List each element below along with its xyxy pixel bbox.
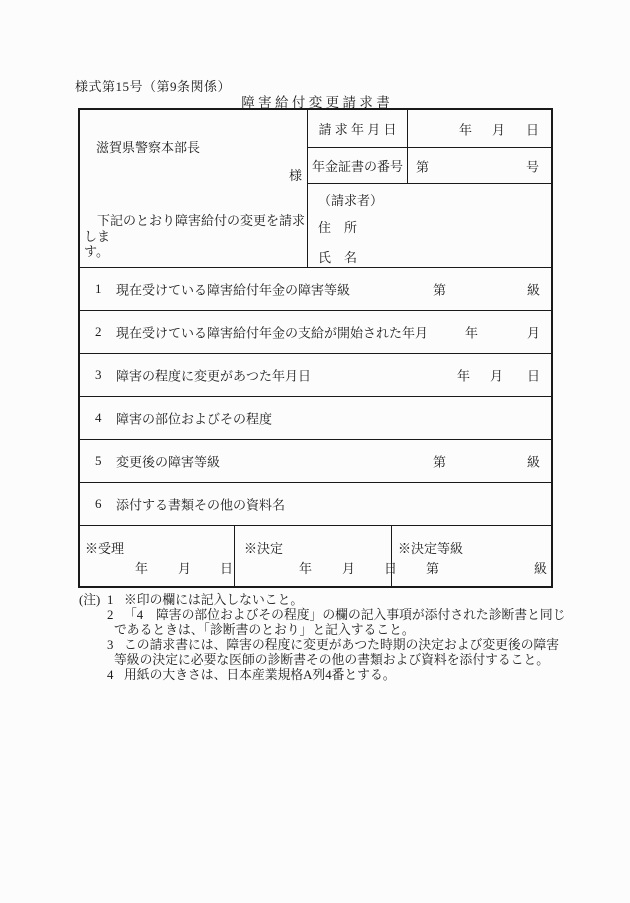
request-statement-line1: 下記のとおり障害給付の変更を請求しま xyxy=(84,213,306,244)
year-label: 年 xyxy=(299,561,313,576)
grade-suffix-label: 級 xyxy=(534,561,548,576)
item-number: 3 xyxy=(95,367,102,382)
item-number: 5 xyxy=(95,453,102,468)
certificate-number-prefix: 第 xyxy=(416,159,430,174)
note-number: 2 xyxy=(107,608,114,622)
pension-certificate-label: 年金証書の番号 xyxy=(308,148,408,183)
claimant-heading: （請求者） xyxy=(318,193,384,208)
note-text: 「4 障害の部位およびその程度」の欄の記入事項が添付された診断書と同じ xyxy=(124,608,566,622)
note-text: 用紙の大きさは、日本産業規格A列4番とする。 xyxy=(124,668,396,682)
note-text-continuation: 等級の決定に必要な医師の診断書その他の書類および資料を添付すること。 xyxy=(114,653,550,667)
day-label: 日 xyxy=(220,561,234,576)
item-label: 添付する書類その他の資料名 xyxy=(116,497,286,513)
month-label: 月 xyxy=(342,561,356,576)
day-label: 日 xyxy=(384,561,398,576)
form-number: 様式第15号（第9条関係） xyxy=(75,79,232,94)
grade-prefix-label: 第 xyxy=(433,454,447,470)
item-label: 変更後の障害等級 xyxy=(116,454,221,470)
item-number: 6 xyxy=(95,496,102,511)
note-line xyxy=(0,653,630,668)
day-label: 日 xyxy=(527,368,541,384)
item-row-6 xyxy=(80,483,551,526)
year-label: 年 xyxy=(465,325,479,341)
addressee-name: 滋賀県警察本部長 xyxy=(96,140,201,155)
decision-label: ※決定 xyxy=(244,541,284,556)
request-date-label: 請 求 年 月 日 xyxy=(308,110,408,147)
year-label: 年 xyxy=(135,561,149,576)
item-row-3 xyxy=(80,354,551,397)
grade-prefix-label: 第 xyxy=(426,561,440,576)
note-number: 1 xyxy=(107,593,114,607)
notes-marker: (注) xyxy=(79,593,101,607)
claimant-section xyxy=(308,184,551,267)
item-row-2 xyxy=(80,311,551,354)
header-right-column xyxy=(308,110,551,267)
month-label: 月 xyxy=(527,325,541,341)
year-label: 年 xyxy=(459,122,473,137)
address-label: 住 所 xyxy=(318,220,358,235)
note-line xyxy=(0,668,630,683)
item-label: 現在受けている障害給付年金の支給が開始された年月 xyxy=(116,325,429,341)
request-date-row xyxy=(308,110,551,148)
year-label: 年 xyxy=(457,368,471,384)
request-date-value xyxy=(408,110,551,147)
note-text-continuation: であるときは、「診断書のとおり」と記入すること。 xyxy=(114,623,415,637)
grade-prefix-label: 第 xyxy=(433,282,447,298)
acceptance-label: ※受理 xyxy=(85,541,125,556)
decision-cell xyxy=(235,526,398,586)
request-statement xyxy=(84,213,306,260)
item-number: 1 xyxy=(95,281,102,296)
grade-suffix-label: 級 xyxy=(527,454,541,470)
note-line xyxy=(0,638,630,653)
pension-certificate-row xyxy=(308,148,551,184)
official-use-section xyxy=(80,526,551,586)
item-number: 4 xyxy=(95,410,102,425)
item-label: 現在受けている障害給付年金の障害等級 xyxy=(116,282,351,298)
addressee-cell xyxy=(80,110,308,267)
request-statement-line2: す。 xyxy=(84,244,109,259)
note-number: 3 xyxy=(107,638,114,652)
item-number: 2 xyxy=(95,324,102,339)
header-section xyxy=(80,110,551,268)
note-line xyxy=(0,593,630,608)
month-label: 月 xyxy=(178,561,192,576)
certificate-number-suffix: 号 xyxy=(526,159,540,174)
acceptance-cell xyxy=(80,526,235,586)
note-text: ※印の欄には記入しないこと。 xyxy=(124,593,304,607)
honorific-sama: 様 xyxy=(288,168,302,183)
form-title: 障 害 給 付 変 更 請 求 書 xyxy=(241,95,390,110)
name-label: 氏 名 xyxy=(318,250,358,265)
pension-certificate-value xyxy=(408,148,551,183)
item-row-1 xyxy=(80,268,551,311)
note-line xyxy=(0,623,630,638)
form-table xyxy=(78,108,553,588)
note-line xyxy=(0,608,630,623)
item-label: 障害の部位およびその程度 xyxy=(116,411,273,427)
notes-section xyxy=(0,593,630,683)
item-label: 障害の程度に変更があつた年月日 xyxy=(116,368,312,384)
item-row-4 xyxy=(80,397,551,440)
decision-grade-label: ※決定等級 xyxy=(398,541,464,556)
decision-grade-cell xyxy=(392,526,551,586)
grade-suffix-label: 級 xyxy=(527,282,541,298)
month-label: 月 xyxy=(492,122,506,137)
day-label: 日 xyxy=(526,122,540,137)
month-label: 月 xyxy=(490,368,504,384)
note-text: この請求書には、障害の程度に変更があつた時期の決定および変更後の障害 xyxy=(124,638,560,652)
item-row-5 xyxy=(80,440,551,483)
note-number: 4 xyxy=(107,668,114,682)
